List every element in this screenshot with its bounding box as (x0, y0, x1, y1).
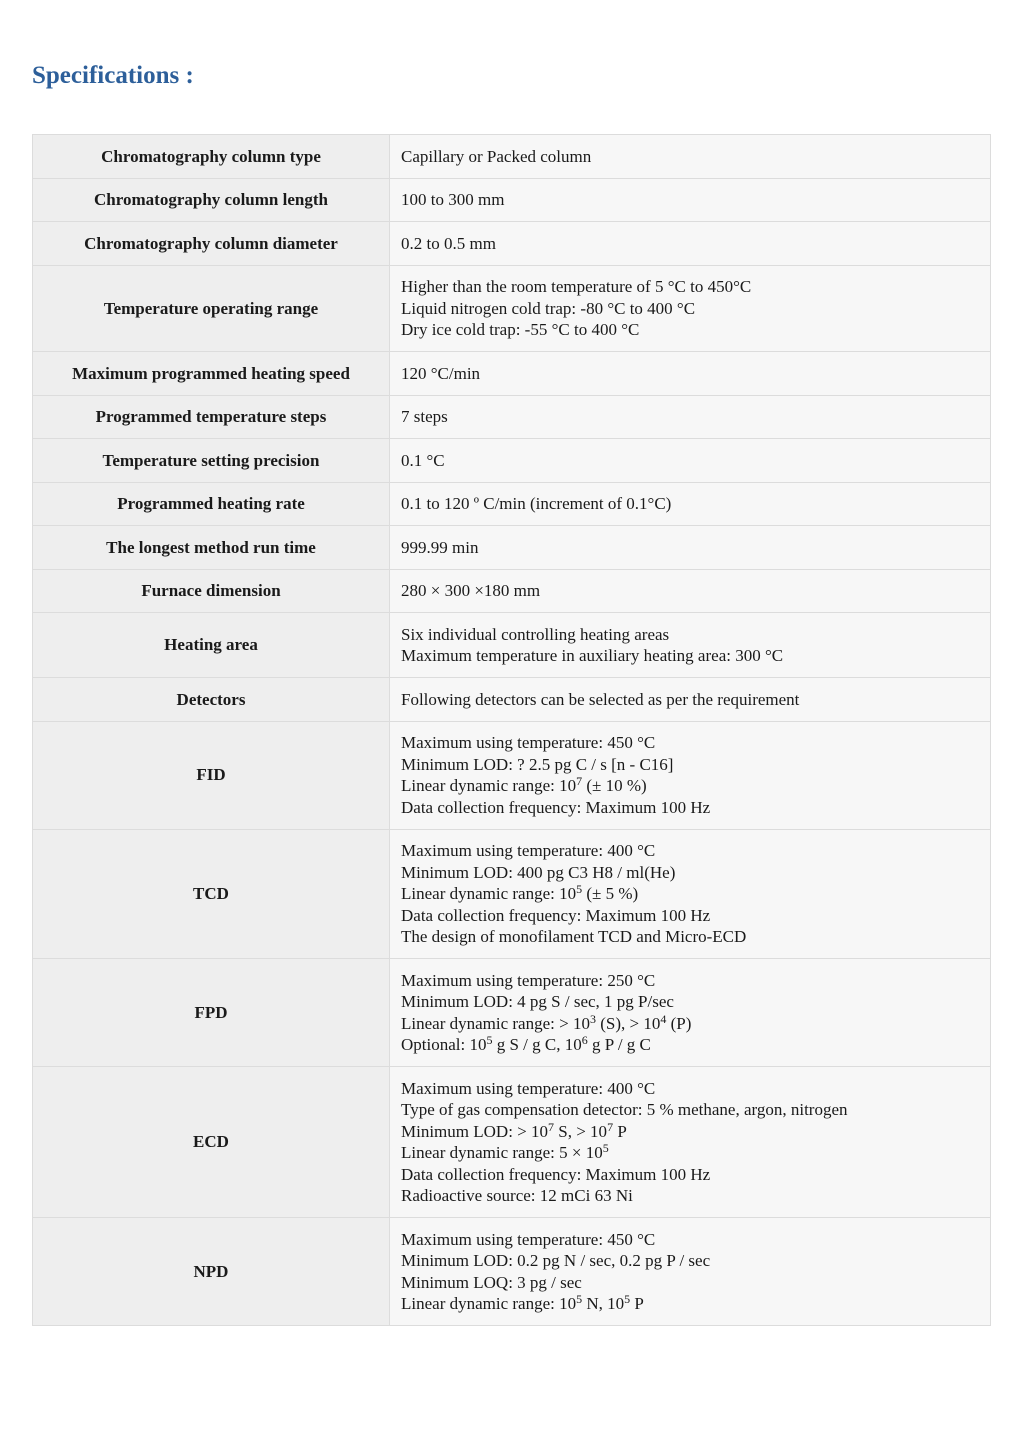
spec-value (390, 482, 991, 526)
superscript-exponent: 6 (581, 1033, 588, 1047)
superscript-exponent: 5 (486, 1033, 493, 1047)
specifications-table-body (33, 135, 991, 1326)
spec-value-text: Maximum using temperature: 400 °C (401, 841, 656, 860)
spec-row (33, 569, 991, 613)
spec-value (390, 1218, 991, 1326)
spec-value (390, 721, 991, 829)
spec-value-text: Minimum LOD: 400 pg C3 H8 / ml(He) (401, 862, 676, 882)
spec-value-line (401, 1121, 979, 1143)
spec-value-text: Data collection frequency: Maximum 100 Hz (401, 1164, 711, 1184)
spec-row (33, 352, 991, 396)
spec-value (390, 526, 991, 570)
superscript-exponent: 4 (660, 1011, 667, 1026)
spec-value-line (401, 189, 979, 211)
spec-value-line (401, 754, 979, 776)
spec-label: Temperature setting precision (33, 439, 390, 483)
superscript-exponent: 5 (602, 1141, 609, 1155)
spec-value-line (401, 970, 979, 992)
spec-value-line (401, 1229, 979, 1251)
spec-value (390, 178, 991, 222)
spec-row (33, 178, 991, 222)
spec-value-line (401, 1185, 979, 1207)
spec-value-text: Higher than the room temperature of 5 °C to 450°C (401, 277, 752, 296)
spec-row (33, 678, 991, 722)
spec-value (390, 678, 991, 722)
spec-value-line (401, 537, 979, 559)
spec-value-text: (± 10 %) (582, 776, 647, 795)
spec-value-text: Optional: 10 (401, 1035, 487, 1054)
spec-value-text: 100 to 300 mm (401, 190, 505, 209)
superscript-exponent: 5 (624, 1292, 631, 1306)
spec-label: The longest method run time (33, 526, 390, 570)
spec-label: Programmed heating rate (33, 482, 390, 526)
spec-value-line (401, 840, 979, 862)
spec-value-text: 7 steps (401, 407, 448, 426)
spec-value-text: (± 5 %) (582, 884, 639, 903)
spec-value-line (401, 645, 979, 667)
spec-value-line (401, 298, 979, 320)
spec-value-text: 0.2 to 0.5 mm (401, 233, 496, 253)
spec-label: Chromatography column length (33, 178, 390, 222)
spec-value (390, 1067, 991, 1218)
spec-label: Temperature operating range (33, 265, 390, 352)
spec-label: ECD (33, 1067, 390, 1218)
spec-row (33, 1067, 991, 1218)
page-title: Specifications : (32, 62, 194, 89)
spec-value-line (401, 493, 979, 515)
spec-row (33, 395, 991, 439)
spec-value-text: P (613, 1121, 627, 1141)
spec-value-text: g S / g C, 10 (492, 1035, 582, 1054)
spec-value-text: 0.1 to 120 º C/min (increment of 0.1°C) (401, 494, 672, 513)
spec-value-line (401, 1142, 979, 1164)
spec-label: Maximum programmed heating speed (33, 352, 390, 396)
superscript-exponent: 7 (576, 774, 583, 788)
spec-value-line (401, 1250, 979, 1272)
spec-label: Heating area (33, 613, 390, 678)
spec-value-text: Type of gas compensation detector: 5 % methane, argon, nitrogen (401, 1100, 848, 1119)
spec-value-line (401, 276, 979, 298)
spec-value-line (401, 146, 979, 168)
spec-row (33, 135, 991, 179)
spec-row (33, 829, 991, 959)
spec-row (33, 526, 991, 570)
spec-value-text: N, 10 (582, 1294, 625, 1313)
spec-value-line (401, 862, 979, 884)
spec-value-line (401, 363, 979, 385)
spec-value-text: Linear dynamic range: 10 (401, 776, 577, 795)
spec-value-text: g P / g C (587, 1035, 651, 1054)
spec-value (390, 395, 991, 439)
spec-label: Detectors (33, 678, 390, 722)
spec-value-line (401, 926, 979, 948)
spec-value-line (401, 905, 979, 927)
spec-value (390, 829, 991, 959)
superscript-exponent: 5 (576, 1292, 583, 1306)
spec-value-text: Data collection frequency: Maximum 100 Hz (401, 797, 711, 817)
specifications-table (32, 134, 991, 1326)
spec-label: FID (33, 721, 390, 829)
spec-value-text: Following detectors can be selected as per the requirement (401, 689, 800, 709)
spec-value-line (401, 1164, 979, 1186)
spec-value-line (401, 1272, 979, 1294)
spec-value (390, 613, 991, 678)
spec-value-text: Linear dynamic range: 5 × 10 (401, 1143, 603, 1162)
spec-value (390, 959, 991, 1067)
spec-row (33, 613, 991, 678)
spec-value-text: Capillary or Packed column (401, 146, 592, 166)
superscript-exponent: 7 (548, 1119, 555, 1134)
spec-value-text: Minimum LOD: 0.2 pg N / sec, 0.2 pg P / sec (401, 1251, 711, 1270)
spec-value-line (401, 450, 979, 472)
spec-label: Programmed temperature steps (33, 395, 390, 439)
spec-value-line (401, 1078, 979, 1100)
spec-value-text: 280 × 300 ×180 mm (401, 581, 541, 600)
spec-value-text: Minimum LOQ: 3 pg / sec (401, 1272, 582, 1292)
spec-value-text: Data collection frequency: Maximum 100 Hz (401, 905, 711, 925)
spec-label: TCD (33, 829, 390, 959)
spec-value-text: (S), > 10 (595, 1013, 661, 1033)
spec-value-line (401, 797, 979, 819)
spec-value-text: Liquid nitrogen cold trap: -80 °C to 400 °C (401, 298, 696, 318)
spec-value-text: Maximum temperature in auxiliary heating area: 300 °C (401, 646, 784, 665)
spec-value-text: Minimum LOD: 4 pg S / sec, 1 pg P/sec (401, 992, 674, 1011)
spec-value (390, 265, 991, 352)
spec-value-line (401, 580, 979, 602)
spec-value-line (401, 406, 979, 428)
spec-value (390, 439, 991, 483)
spec-value-text: 120 °C/min (401, 363, 481, 383)
spec-value-text: Radioactive source: 12 mCi 63 Ni (401, 1186, 633, 1205)
spec-row (33, 482, 991, 526)
spec-row (33, 721, 991, 829)
spec-value-line (401, 1099, 979, 1121)
spec-value-text: P (630, 1294, 644, 1313)
spec-value-text: Minimum LOD: > 10 (401, 1121, 549, 1141)
spec-value-text: The design of monofilament TCD and Micro-ECD (401, 927, 747, 946)
spec-value-text: Maximum using temperature: 450 °C (401, 733, 656, 752)
spec-row (33, 959, 991, 1067)
spec-value-text: Maximum using temperature: 250 °C (401, 970, 656, 990)
spec-value-line (401, 1013, 979, 1035)
spec-value (390, 569, 991, 613)
spec-label: Furnace dimension (33, 569, 390, 613)
spec-value-line (401, 1293, 979, 1315)
spec-value-line (401, 624, 979, 646)
spec-label: NPD (33, 1218, 390, 1326)
spec-row (33, 1218, 991, 1326)
spec-value-text: (P) (666, 1013, 692, 1033)
spec-value-line (401, 883, 979, 905)
spec-value-line (401, 775, 979, 797)
spec-value-line (401, 233, 979, 255)
spec-row (33, 222, 991, 266)
spec-value (390, 222, 991, 266)
spec-value-text: 0.1 °C (401, 450, 445, 470)
spec-value-line (401, 991, 979, 1013)
spec-value-text: S, > 10 (554, 1121, 608, 1141)
spec-value (390, 352, 991, 396)
spec-label: FPD (33, 959, 390, 1067)
spec-label: Chromatography column diameter (33, 222, 390, 266)
spec-value-text: Six individual controlling heating areas (401, 624, 670, 644)
spec-value-line (401, 689, 979, 711)
spec-row (33, 439, 991, 483)
spec-value-line (401, 319, 979, 341)
spec-value-text: Dry ice cold trap: -55 °C to 400 °C (401, 320, 640, 339)
spec-row (33, 265, 991, 352)
spec-value-text: Maximum using temperature: 450 °C (401, 1229, 656, 1249)
spec-label: Chromatography column type (33, 135, 390, 179)
superscript-exponent: 5 (576, 882, 583, 896)
spec-value-text: Linear dynamic range: > 10 (401, 1013, 590, 1033)
spec-value (390, 135, 991, 179)
spec-value-text: Maximum using temperature: 400 °C (401, 1078, 656, 1098)
spec-value-line (401, 732, 979, 754)
superscript-exponent: 3 (589, 1011, 596, 1026)
spec-value-text: 999.99 min (401, 537, 479, 557)
spec-value-text: Minimum LOD: ? 2.5 pg C / s [n - C16] (401, 754, 674, 774)
spec-value-line (401, 1034, 979, 1056)
spec-value-text: Linear dynamic range: 10 (401, 884, 577, 903)
spec-value-text: Linear dynamic range: 10 (401, 1294, 577, 1313)
superscript-exponent: 7 (607, 1119, 614, 1134)
